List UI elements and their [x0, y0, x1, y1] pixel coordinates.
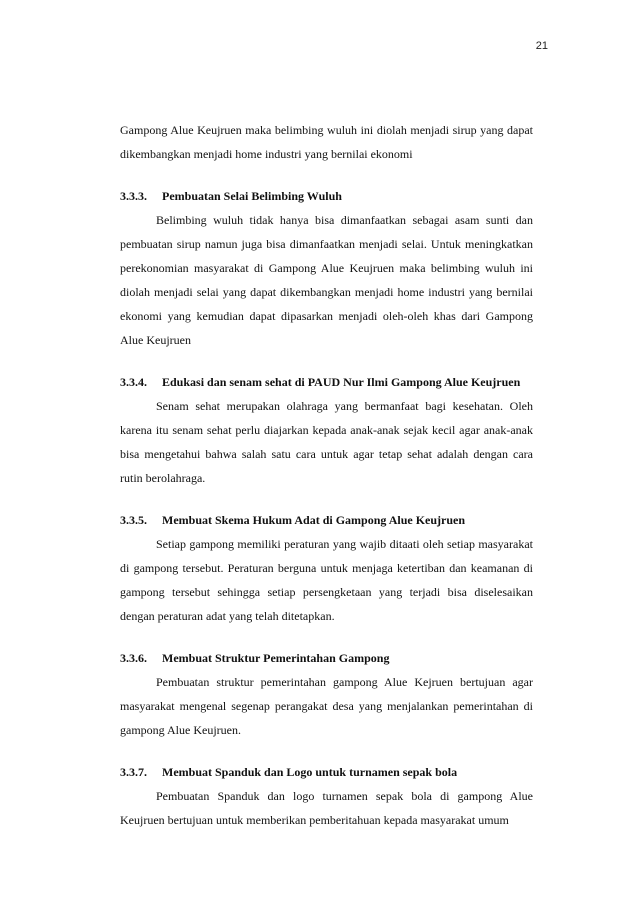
section-title: Membuat Spanduk dan Logo untuk turnamen sepak bola: [162, 765, 458, 779]
section-heading: [120, 370, 533, 394]
section-number: 3.3.3.: [120, 189, 147, 203]
section-title: Pembuatan Selai Belimbing Wuluh: [162, 189, 342, 203]
section-title: Membuat Skema Hukum Adat di Gampong Alue Keujruen: [162, 513, 466, 527]
section-number: 3.3.6.: [120, 651, 147, 665]
section-number: 3.3.5.: [120, 513, 147, 527]
section-3-3-7: [120, 760, 533, 832]
section-number: 3.3.7.: [120, 765, 147, 779]
section-3-3-3: [120, 184, 533, 352]
section-title: Edukasi dan senam sehat di PAUD Nur Ilmi Gampong Alue Keujruen: [162, 375, 521, 389]
page-number: 21: [535, 40, 548, 52]
section-3-3-5: [120, 508, 533, 628]
section-heading: [120, 646, 533, 670]
intro-paragraph: Gampong Alue Keujruen maka belimbing wuluh ini diolah menjadi sirup yang dapat dikembangkan menjadi home industri yang bernilai ekonomi: [120, 123, 533, 161]
section-3-3-6: [120, 646, 533, 742]
section-heading: [120, 508, 533, 532]
section-paragraph: Pembuatan struktur pemerintahan gampong Alue Kejruen bertujuan agar masyarakat mengenal segenap perangakat desa yang menjalankan pemerintahan di gampong Alue Keujruen.: [120, 675, 533, 737]
section-paragraph: Pembuatan Spanduk dan logo turnamen sepak bola di gampong Alue Keujruen bertujuan untuk memberikan pemberitahuan kepada masyarakat umum: [120, 789, 533, 827]
section-number: 3.3.4.: [120, 375, 147, 389]
section-paragraph: Senam sehat merupakan olahraga yang bermanfaat bagi kesehatan. Oleh karena itu senam sehat perlu diajarkan kepada anak-anak sejak kecil agar anak-anak bisa mengetahui bahwa salah satu cara untuk agar tetap sehat adalah dengan cara rutin berolahraga.: [120, 399, 533, 485]
section-title: Membuat Struktur Pemerintahan Gampong: [162, 651, 390, 665]
section-heading: [120, 760, 533, 784]
section-paragraph: Setiap gampong memiliki peraturan yang wajib ditaati oleh setiap masyarakat di gampong tersebut. Peraturan berguna untuk menjaga ketertiban dan keamanan di gampong tersebut sehingga setiap persengketaan yang terjadi bisa diselesaikan dengan peraturan adat yang telah ditetapkan.: [120, 537, 533, 623]
document-body: [120, 118, 533, 832]
section-3-3-4: [120, 370, 533, 490]
section-heading: [120, 184, 533, 208]
section-paragraph: Belimbing wuluh tidak hanya bisa dimanfaatkan sebagai asam sunti dan pembuatan sirup namun juga bisa dimanfaatkan menjadi selai. Untuk meningkatkan perekonomian masyarakat di Gampong Alue Keujruen maka belimbing wuluh ini diolah menjadi selai yang dapat dikembangkan menjadi home industri yang bernilai ekonomi yang kemudian dapat dipasarkan menjadi oleh-oleh khas dari Gampong Alue Keujruen: [120, 213, 533, 347]
